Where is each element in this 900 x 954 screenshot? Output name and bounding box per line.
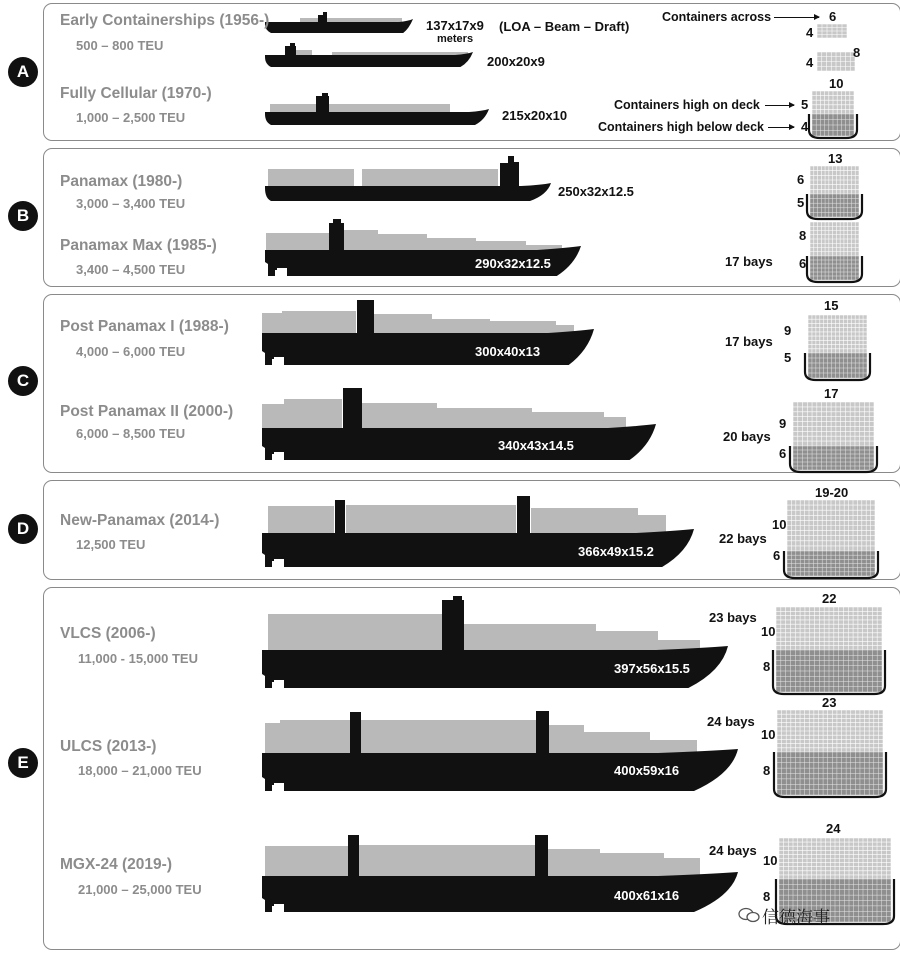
container-stack xyxy=(638,515,666,534)
containers-below-value: 4 xyxy=(801,119,809,134)
generation-name: Early Containerships (1956-) xyxy=(60,12,270,29)
dimension-label: 366x49x15.2 xyxy=(578,544,654,559)
containers-high-value: 9 xyxy=(784,323,792,338)
rudder-gap xyxy=(272,906,277,912)
arrow-icon xyxy=(768,127,794,128)
ship-hull xyxy=(262,424,656,460)
container-stack xyxy=(584,732,650,754)
containers-across-value: 13 xyxy=(828,151,843,166)
section-on-deck xyxy=(793,402,874,446)
generation-teu: 18,000 – 21,000 TEU xyxy=(78,763,202,778)
containers-high-value: 9 xyxy=(779,416,787,431)
ship-hull xyxy=(262,329,594,365)
container-stack xyxy=(547,849,600,877)
container-stack xyxy=(280,720,350,754)
container-stack xyxy=(532,412,604,429)
dimension-label: 340x43x14.5 xyxy=(498,438,574,453)
badge-e: E xyxy=(8,748,38,778)
container-stack xyxy=(596,631,658,651)
funnel xyxy=(322,93,328,113)
container-stack xyxy=(374,314,432,334)
bays-label: 24 bays xyxy=(709,843,757,858)
containers-high-value: 10 xyxy=(761,727,776,742)
container-stack xyxy=(359,845,535,877)
container-stack xyxy=(268,506,334,534)
containers-across-value: 15 xyxy=(824,298,839,313)
dimension-label: 200x20x9 xyxy=(487,54,545,69)
container-stack xyxy=(268,169,354,187)
dimension-label: 290x32x12.5 xyxy=(475,256,551,271)
containers-across-value: 23 xyxy=(822,695,837,710)
containers-across-value: 10 xyxy=(829,76,844,91)
container-stack xyxy=(600,853,664,877)
dimension-label: 300x40x13 xyxy=(475,344,541,359)
containers-high-value: 5 xyxy=(801,97,809,112)
containers-high-value: 10 xyxy=(772,517,787,532)
container-stack xyxy=(531,508,638,534)
container-stack xyxy=(265,723,280,754)
containers-below-value: 6 xyxy=(799,256,807,271)
funnel xyxy=(513,162,519,187)
containers-below-value: 8 xyxy=(763,889,771,904)
badge-b: B xyxy=(8,201,38,231)
container-stack xyxy=(362,403,437,429)
generation-teu: 500 – 800 TEU xyxy=(76,38,164,53)
funnel xyxy=(335,500,345,534)
badge-a: A xyxy=(8,57,38,87)
funnel xyxy=(365,302,373,334)
container-stack xyxy=(427,238,476,251)
container-stack xyxy=(362,169,498,187)
containers-across-label: Containers across xyxy=(662,10,772,24)
containers-below-value: 6 xyxy=(773,548,781,563)
container-stack xyxy=(270,104,450,113)
generation-teu: 21,000 – 25,000 TEU xyxy=(78,882,202,897)
generation-name: ULCS (2013-) xyxy=(60,738,157,755)
container-stack xyxy=(262,313,282,334)
generation-teu: 12,500 TEU xyxy=(76,537,146,552)
wechat-icon xyxy=(738,907,760,923)
containers-below-value: 5 xyxy=(797,195,805,210)
container-stack xyxy=(284,399,342,429)
generation-name: MGX-24 (2019-) xyxy=(60,856,172,873)
funnel xyxy=(535,835,548,877)
funnel xyxy=(453,596,462,651)
containers-high-value: 6 xyxy=(797,172,805,187)
container-stack xyxy=(490,321,556,334)
container-stack xyxy=(464,624,596,651)
generation-name: Post Panamax II (2000-) xyxy=(60,403,234,420)
container-stack xyxy=(664,858,700,877)
funnel xyxy=(517,496,530,534)
bays-label: 20 bays xyxy=(723,429,771,444)
badge-c: C xyxy=(8,366,38,396)
bays-label: 24 bays xyxy=(707,714,755,729)
arrow-icon xyxy=(774,17,819,18)
funnel xyxy=(352,393,362,429)
generation-name: Panamax Max (1985-) xyxy=(60,237,217,254)
container-stack xyxy=(262,404,284,429)
generation-name: Fully Cellular (1970-) xyxy=(60,85,212,102)
rudder-gap xyxy=(272,561,277,567)
container-stack xyxy=(549,725,584,754)
generation-name: Panamax (1980-) xyxy=(60,173,183,190)
generation-teu: 4,000 – 6,000 TEU xyxy=(76,344,186,359)
rudder-gap xyxy=(272,682,277,688)
dims-unit: meters xyxy=(437,33,474,45)
containers-high-value: 10 xyxy=(763,853,778,868)
generation-name: New-Panamax (2014-) xyxy=(60,512,220,529)
bays-label: 23 bays xyxy=(709,610,757,625)
containers-across-value: 24 xyxy=(826,821,841,836)
rudder-gap xyxy=(275,270,280,276)
generation-name: VLCS (2006-) xyxy=(60,625,156,642)
container-stack xyxy=(266,233,329,251)
funnel xyxy=(348,835,359,877)
arrow-icon xyxy=(765,105,794,106)
containers-below-value: 8 xyxy=(763,763,771,778)
container-stack xyxy=(265,846,348,877)
containers-high-on-deck-label: Containers high on deck xyxy=(614,98,760,112)
generation-teu: 3,000 – 3,400 TEU xyxy=(76,196,186,211)
generation-teu: 3,400 – 4,500 TEU xyxy=(76,262,186,277)
rudder-gap xyxy=(272,359,277,365)
section-below-deck xyxy=(808,353,867,378)
dimension-label: 250x32x12.5 xyxy=(558,184,634,199)
container-stack xyxy=(378,234,427,251)
generation-teu: 1,000 – 2,500 TEU xyxy=(76,110,186,125)
containers-high-value: 4 xyxy=(806,55,814,70)
funnel xyxy=(290,43,295,56)
container-stack xyxy=(268,614,442,651)
containers-below-value: 5 xyxy=(784,350,792,365)
containers-high-below-deck-label: Containers high below deck xyxy=(598,120,764,134)
generation-teu: 6,000 – 8,500 TEU xyxy=(76,426,186,441)
badge-d: D xyxy=(8,514,38,544)
dimension-label: 137x17x9 xyxy=(426,18,484,33)
containers-across-value: 22 xyxy=(822,591,837,606)
bays-label: 22 bays xyxy=(719,531,767,546)
funnel xyxy=(536,711,549,754)
containers-across-value: 8 xyxy=(853,45,861,60)
containers-high-value: 4 xyxy=(806,25,814,40)
bays-label: 17 bays xyxy=(725,334,773,349)
funnel xyxy=(350,712,361,754)
generation-teu: 11,000 - 15,000 TEU xyxy=(78,651,198,666)
container-stack xyxy=(432,319,490,334)
dimension-label: 400x61x16 xyxy=(614,888,680,903)
containers-below-value: 6 xyxy=(779,446,787,461)
bays-label: 17 bays xyxy=(725,254,773,269)
container-stack xyxy=(346,505,516,534)
containers-across-value: 17 xyxy=(824,386,839,401)
rudder-gap xyxy=(272,454,277,460)
dims-legend: (LOA – Beam – Draft) xyxy=(499,19,630,34)
dimension-label: 397x56x15.5 xyxy=(614,661,690,676)
containers-high-value: 10 xyxy=(761,624,776,639)
containers-high-value: 8 xyxy=(799,228,807,243)
rudder-gap xyxy=(272,785,277,791)
section-on-deck xyxy=(808,315,867,353)
funnel xyxy=(333,219,341,251)
container-stack xyxy=(361,720,536,754)
dimension-label: 215x20x10 xyxy=(502,108,568,123)
container-stack xyxy=(476,241,526,251)
generation-name: Post Panamax I (1988-) xyxy=(60,318,229,335)
containers-across-value: 19-20 xyxy=(815,485,849,500)
containers-across-value: 6 xyxy=(829,9,837,24)
funnel xyxy=(323,12,327,23)
container-stack xyxy=(282,311,356,334)
watermark-text: 信德海事 xyxy=(762,908,830,927)
dimension-label: 400x59x16 xyxy=(614,763,680,778)
containers-below-value: 8 xyxy=(763,659,771,674)
container-stack xyxy=(437,408,532,429)
